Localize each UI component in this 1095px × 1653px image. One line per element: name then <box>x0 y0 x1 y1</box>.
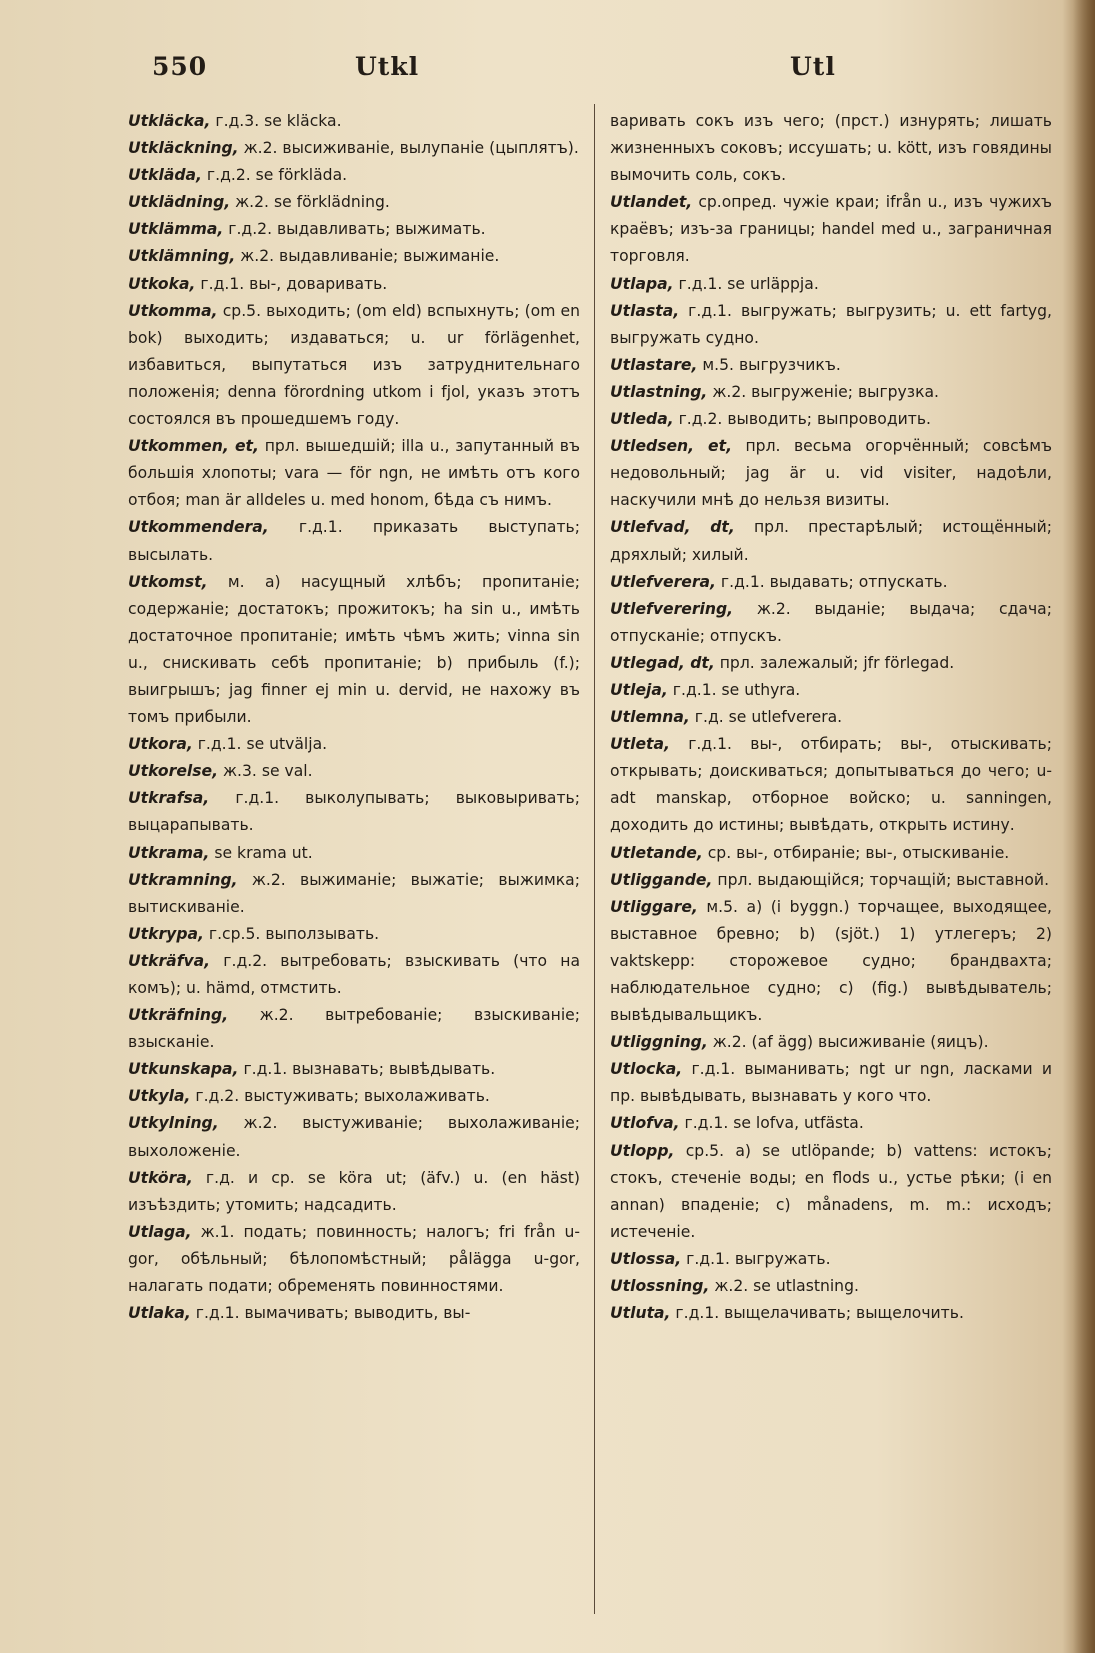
entry-definition: ж.2. вытребованіе; взыскиваніе; взысканіе. <box>128 1006 580 1052</box>
dictionary-entry <box>128 514 580 568</box>
dictionary-entry <box>128 840 580 867</box>
dictionary-entry <box>610 406 1052 433</box>
entry-headword: Utklämning, <box>128 247 236 266</box>
dictionary-entry <box>610 1300 1052 1327</box>
entry-headword: Utlossning, <box>610 1277 710 1296</box>
dictionary-entry <box>128 758 580 785</box>
dictionary-entry <box>610 433 1052 514</box>
entry-headword: Utlossa, <box>610 1249 682 1268</box>
dictionary-entry <box>128 921 580 948</box>
entry-definition: г.д.1. выманивать; ngt ur ngn, ласками и пр. вывѣдывать, вызнавать у кого что. <box>610 1060 1052 1106</box>
entry-headword: Utliggning, <box>610 1033 708 1052</box>
dictionary-entry <box>128 271 580 298</box>
entry-headword: Utkläckning, <box>128 139 239 158</box>
dictionary-entry <box>610 298 1052 352</box>
page-number: 550 <box>152 52 208 81</box>
dictionary-entry <box>128 731 580 758</box>
entry-definition: ж.2. выгруженіе; выгрузка. <box>707 382 939 401</box>
dictionary-entry <box>610 867 1052 894</box>
entry-headword: Utlefverering, <box>610 599 734 618</box>
entry-headword: Utkrama, <box>128 843 210 862</box>
entry-definition: ж.2. выжиманіе; выжатіе; выжимка; вытискиваніе. <box>128 870 580 916</box>
entry-definition: прл. залежалый; jfr förlegad. <box>714 653 955 672</box>
entry-headword: Utleta, <box>610 735 670 754</box>
dictionary-entry <box>128 298 580 433</box>
entry-headword: Utkräfva, <box>128 951 211 970</box>
entry-definition: ж.2. выстуживаніе; выхолаживаніе; выхоложеніе. <box>128 1114 580 1160</box>
dictionary-entry <box>610 704 1052 731</box>
entry-definition: г.д.1. se urläppja. <box>673 274 819 293</box>
dictionary-entry <box>610 596 1052 650</box>
page-header <box>0 52 1095 92</box>
entry-headword: Utlefvad, dt, <box>610 518 735 537</box>
entry-headword: Utkylning, <box>128 1114 219 1133</box>
entry-definition: г.д.1. выщелачивать; выщелочить. <box>670 1304 964 1323</box>
entry-headword: Utlaka, <box>128 1304 191 1323</box>
dictionary-entry <box>610 650 1052 677</box>
entry-headword: Utkorelse, <box>128 762 219 781</box>
dictionary-entry <box>610 352 1052 379</box>
dictionary-entry <box>610 189 1052 270</box>
entry-headword: Utklämma, <box>128 220 224 239</box>
entry-headword: Utkläda, <box>128 166 202 185</box>
dictionary-entry <box>128 433 580 514</box>
entry-definition: г.д.1. вызнавать; вывѣдывать. <box>238 1060 496 1079</box>
entry-headword: Utkunskapa, <box>128 1060 239 1079</box>
entry-definition: ж.2. se utlastning. <box>709 1277 859 1296</box>
entry-headword: Utlofva, <box>610 1114 680 1133</box>
entry-headword: Utkommendera, <box>128 518 269 537</box>
entry-definition: ж.2. (af ägg) высиживаніе (яицъ). <box>707 1033 989 1052</box>
dictionary-entry <box>128 569 580 732</box>
dictionary-entry <box>128 867 580 921</box>
entry-definition: г.д.2. выводить; выпроводить. <box>673 410 931 429</box>
entry-definition: прл. престарѣлый; истощённый; дряхлый; хилый. <box>610 518 1052 564</box>
entry-definition: ср.5. a) se utlöpande; b) vattens: истокъ; стокъ, стеченіе воды; en flods u., устье рѣки; (i en annan) впаденіе; c) månadens, m. m.: исходъ; истеченіе. <box>610 1141 1052 1241</box>
entry-definition: г.д.1. приказать выступать; высылать. <box>128 518 580 564</box>
dictionary-entry <box>128 162 580 189</box>
entry-definition: г.д.1. вы-, отбирать; вы-, отыскивать; открывать; доискиваться; допытываться до чего; u-adt manskap, отборное войско; u. sanningen, доходить до истины; вывѣдать, открыть истину. <box>610 735 1052 835</box>
column-divider <box>594 104 595 1614</box>
dictionary-entry <box>610 677 1052 704</box>
entry-headword: Utletande, <box>610 843 703 862</box>
left-running-head: Utkl <box>355 52 420 81</box>
dictionary-entry <box>128 1165 580 1219</box>
entry-headword: Utkomst, <box>128 572 208 591</box>
entry-definition: г.д.3. se kläcka. <box>210 112 342 130</box>
entry-headword: Utlegad, dt, <box>610 653 715 672</box>
entry-definition: г.д.1. se lofva, utfästa. <box>679 1114 864 1133</box>
entry-headword: Utkräfning, <box>128 1006 229 1025</box>
dictionary-entry <box>128 1219 580 1300</box>
entry-headword: Utliggande, <box>610 870 713 889</box>
entry-headword: Utluta, <box>610 1304 671 1323</box>
dictionary-entry <box>128 785 580 839</box>
entry-definition: г.д.2. выдавливать; выжимать. <box>223 220 486 239</box>
entry-headword: Utleda, <box>610 410 674 429</box>
entry-headword: Utkoka, <box>128 274 196 293</box>
entry-definition: г.д.1. выгружать; выгрузить; u. ett fartyg, выгружать судно. <box>610 301 1052 347</box>
entry-definition: ж.2. se förklädning. <box>230 193 390 212</box>
entry-definition: г.д.1. se utvälja. <box>192 735 328 754</box>
entry-definition: варивать сокъ изъ чего; (прст.) изнурять; лишать жизненныхъ соковъ; иссушать; u. kött, изъ говядины вымочить соль, сокъ. <box>610 112 1052 185</box>
dictionary-entry <box>610 894 1052 1029</box>
entry-headword: Utlemna, <box>610 708 690 727</box>
dictionary-entry <box>610 731 1052 839</box>
dictionary-entry <box>128 108 580 135</box>
entry-definition: прл. весьма огорчённый; совсѣмъ недовольный; jag är u. vid visiter, надоѣли, наскучили мнѣ до нельзя визиты. <box>610 437 1053 510</box>
entry-headword: Utlopp, <box>610 1141 675 1160</box>
entry-definition: г.д.2. se förkläda. <box>201 166 348 185</box>
dictionary-entry <box>610 1273 1052 1300</box>
dictionary-entry <box>128 1056 580 1083</box>
entry-headword: Utlaga, <box>128 1222 192 1241</box>
dictionary-entry <box>128 1002 580 1056</box>
dictionary-entry <box>610 1138 1052 1246</box>
dictionary-entry <box>128 135 580 162</box>
entry-headword: Utledsen, et, <box>610 437 732 456</box>
right-column <box>610 108 1052 1327</box>
left-column <box>128 108 580 1327</box>
entry-definition: г.д.1. se uthyra. <box>667 680 801 699</box>
entry-headword: Utlefverera, <box>610 572 716 591</box>
entry-definition: м.5. a) (i byggn.) торчащее, выходящее, выставное бревно; b) (sjöt.) 1) утлегеръ; 2) vaktskepp: сторожевое судно; брандвахта; наблюдательное судно; c) (fig.) вывѣдыватель; вывѣдывальщикъ. <box>610 897 1052 1025</box>
entry-headword: Utlapa, <box>610 274 674 293</box>
entry-definition: г.д. и ср. se köra ut; (äfv.) u. (en häst) изъѣздить; утомить; надсадить. <box>128 1168 580 1214</box>
entry-headword: Utliggare, <box>610 897 698 916</box>
entry-definition: м. a) насущный хлѣбъ; пропитаніе; содержаніе; достатокъ; прожитокъ; ha sin u., имѣть достаточное пропитаніе; имѣть чѣмъ жить; vinna sin u., снискивать себѣ пропитаніе; b) прибыль (f.); выигрышъ; jag finner ej min u. dervid, не нахожу въ томъ прибыли. <box>128 572 580 727</box>
page-edge <box>1073 0 1095 1653</box>
entry-definition: г.ср.5. выползывать. <box>203 924 380 943</box>
entry-headword: Utlocka, <box>610 1060 683 1079</box>
dictionary-entry <box>610 840 1052 867</box>
dictionary-entry <box>128 216 580 243</box>
dictionary-entry <box>128 1083 580 1110</box>
dictionary-entry <box>610 108 1052 189</box>
dictionary-entry <box>610 1029 1052 1056</box>
dictionary-entry <box>610 271 1052 298</box>
entry-definition: ж.3. se val. <box>218 762 313 781</box>
entry-headword: Utlastning, <box>610 382 708 401</box>
entry-headword: Utkomma, <box>128 301 218 320</box>
entry-definition: г.д. se utlefverera. <box>689 708 843 727</box>
entry-headword: Utleja, <box>610 680 668 699</box>
dictionary-entry <box>128 1110 580 1164</box>
entry-definition: г.д.1. выдавать; отпускать. <box>715 572 948 591</box>
entry-definition: прл. вышедшій; illa u., запутанный въ большія хлопоты; vara — för ngn, не имѣть отъ кого отбоя; man är alldeles u. med honom, бѣда съ нимъ. <box>128 437 580 510</box>
entry-definition: ср.опред. чужіе краи; ifrån u., изъ чужихъ краёвъ; изъ-за границы; handel med u., заграничная торговля. <box>610 193 1052 266</box>
entry-headword: Utköra, <box>128 1168 193 1187</box>
entry-definition: ж.2. высиживаніе, вылупаніе (цыплятъ). <box>238 139 579 158</box>
entry-headword: Utlasta, <box>610 301 680 320</box>
dictionary-entry <box>610 379 1052 406</box>
dictionary-entry <box>610 514 1052 568</box>
entry-definition: ср. вы-, отбираніе; вы-, отыскиваніе. <box>702 843 1010 862</box>
entry-headword: Utklädning, <box>128 193 231 212</box>
dictionary-entry <box>128 1300 580 1327</box>
entry-headword: Utkrafsa, <box>128 789 210 808</box>
entry-headword: Utlastare, <box>610 355 698 374</box>
entry-headword: Utkora, <box>128 735 193 754</box>
entry-definition: ср.5. выходить; (om eld) вспыхнуть; (om en bok) выходить; издаваться; u. ur förlägenhet, избавиться, выпутаться изъ затруднительнаго положенія; denna förordning utkom i fjol, указъ этотъ состоялся въ прошедшемъ году. <box>128 301 580 429</box>
dictionary-entry <box>610 1110 1052 1137</box>
entry-headword: Utkrypa, <box>128 924 204 943</box>
entry-definition: м.5. выгрузчикъ. <box>697 355 841 374</box>
entry-headword: Utkläcka, <box>128 112 211 130</box>
dictionary-entry <box>610 569 1052 596</box>
entry-definition: г.д.1. вы-, доваривать. <box>195 274 388 293</box>
dictionary-entry <box>610 1056 1052 1110</box>
dictionary-entry <box>610 1246 1052 1273</box>
right-running-head: Utl <box>790 52 836 81</box>
entry-headword: Utlandet, <box>610 193 693 212</box>
entry-definition: г.д.2. вытребовать; взыскивать (что на комъ); u. hämd, отмстить. <box>128 951 580 997</box>
entry-headword: Utkramning, <box>128 870 238 889</box>
entry-definition: ж.1. подать; повинность; налогъ; fri från u-gor, обѣльный; бѣлопомѣстный; pålägga u-gor, налагать подати; обременять повинностями. <box>128 1222 580 1296</box>
dictionary-entry <box>128 189 580 216</box>
entry-definition: ж.2. выдавливаніе; выжиманіе. <box>235 247 500 266</box>
dictionary-entry <box>128 243 580 270</box>
entry-headword: Utkommen, et, <box>128 437 259 456</box>
entry-definition: прл. выдающійся; торчащій; выставной. <box>712 870 1050 889</box>
entry-definition: г.д.1. выгружать. <box>681 1249 831 1268</box>
entry-definition: ж.2. выданіе; выдача; сдача; отпусканіе; отпускъ. <box>610 599 1052 645</box>
entry-definition: г.д.1. выколупывать; выковыривать; выцарапывать. <box>128 789 580 835</box>
entry-definition: г.д.2. выстуживать; выхолаживать. <box>190 1087 490 1106</box>
dictionary-entry <box>128 948 580 1002</box>
entry-definition: г.д.1. вымачивать; выводить, вы- <box>190 1304 471 1323</box>
entry-headword: Utkyla, <box>128 1087 191 1106</box>
entry-definition: se krama ut. <box>209 843 313 862</box>
